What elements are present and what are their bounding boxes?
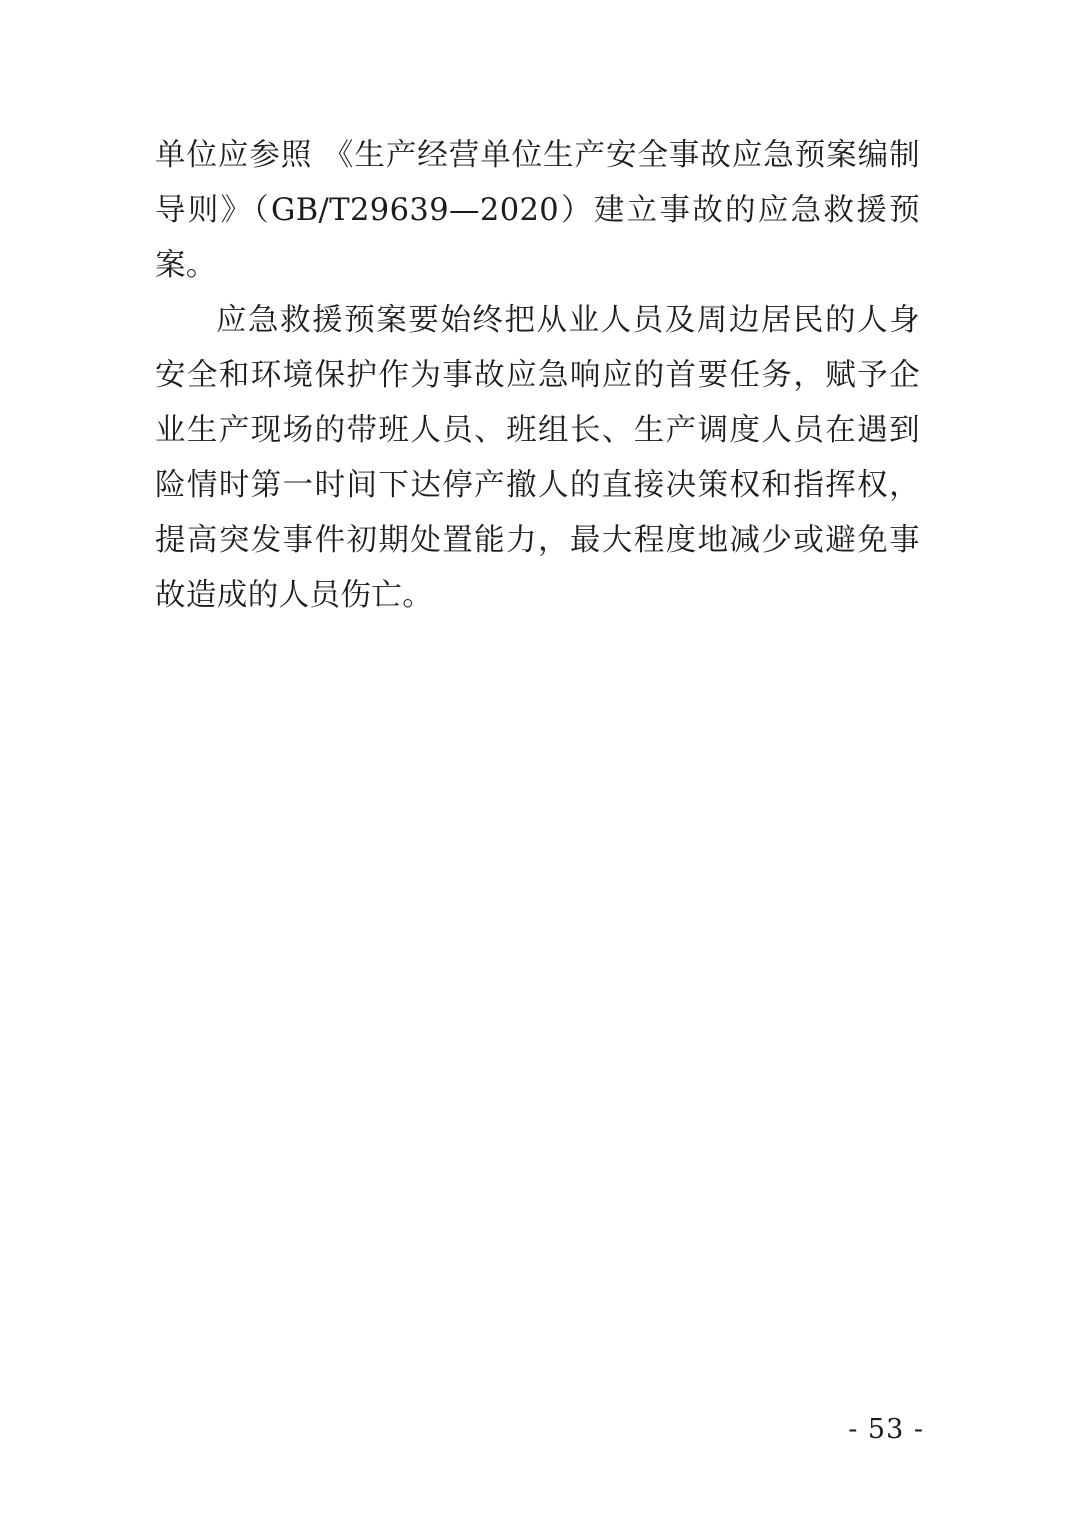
page-number: - 53 - <box>848 1414 924 1445</box>
paragraph-1: 单位应参照 《生产经营单位生产安全事故应急预案编制导则》（GB/T29639—2020）建立事故的应急救援预案。 <box>155 138 920 283</box>
paragraph-2: 应急救援预案要始终把从业人员及周边居民的人身安全和环境保护作为事故应急响应的首要任务，赋予企业生产现场的带班人员、班组长、生产调度人员在遇到险情时第一时间下达停产撤人的直接决策权和指挥权，提高突发事件初期处置能力，最大程度地减少或避免事故造成的人员伤亡。 <box>155 303 920 613</box>
page-body <box>155 128 920 623</box>
